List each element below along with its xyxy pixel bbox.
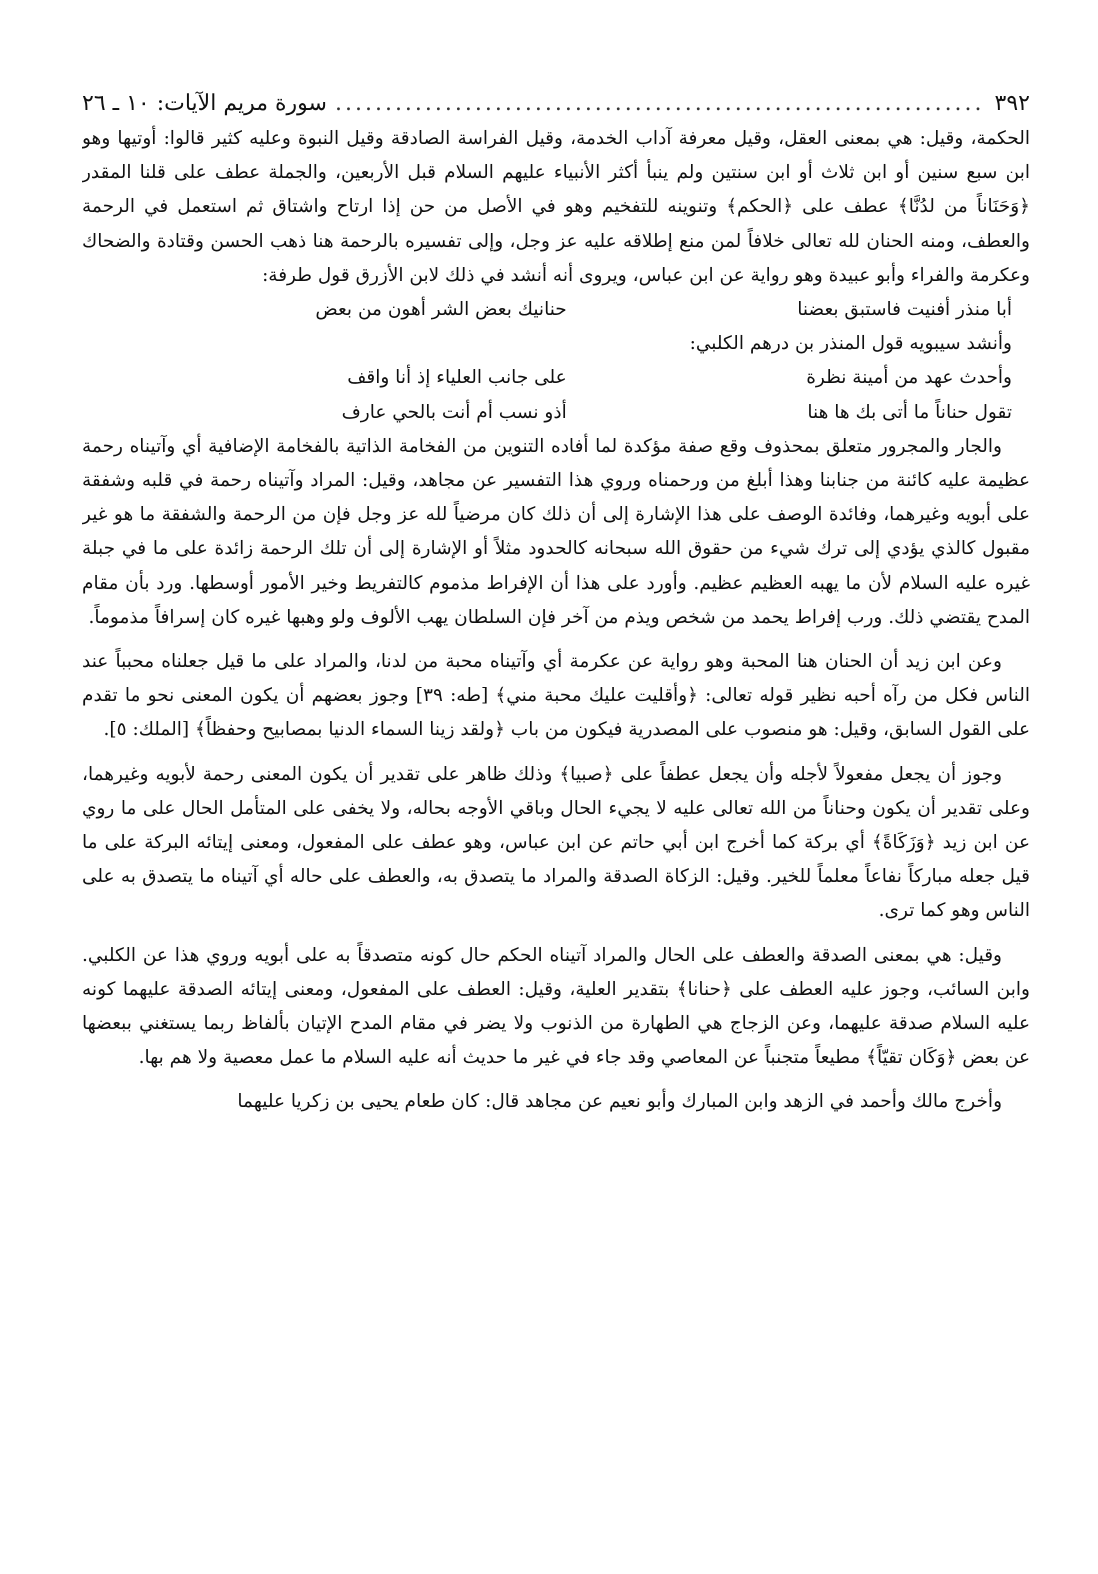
running-title: سورة مريم الآيات: ١٠ ـ ٢٦ xyxy=(82,91,327,116)
paragraph-6: وأخرج مالك وأحمد في الزهد وابن المبارك وأبو نعيم عن مجاهد قال: كان طعام يحيى بن زكريا عليهما xyxy=(237,1091,1002,1113)
verse-3-second-hemistich: أذو نسب أم أنت بالحي عارف xyxy=(341,401,567,423)
verse-2-second-hemistich: على جانب العلياء إذ أنا واقف xyxy=(347,367,567,389)
verse-1-first-hemistich: أبا منذر أفنيت فاستبق بعضنا xyxy=(797,299,1012,321)
paragraph-5: وقيل: هي بمعنى الصدقة والعطف على الحال والمراد آتيناه الحكم حال كونه متصدقاً به على أبويه وروي هذا عن الكلبي. وابن السائب، وجوز عليه العطف على ﴿حنانا﴾ بتقدير العلية، وقيل: العطف على المفعول، ومعنى إيتائه الصدقة عليهما كونه عليه السلام صدقة عليهما، وعن الزجاج هي الطهارة من الذنوب ولا يضر في مقام المدح الإتيان بألفاظ ربما يستغني ببعضها عن بعض ﴿وَكَان تقيّاً﴾ مطيعاً متجنباً عن المعاصي وقد جاء في غير ما حديث أنه عليه السلام ما عمل معصية ولا هم بها. xyxy=(82,944,1030,1069)
paragraph-1: الحكمة، وقيل: هي بمعنى العقل، وقيل معرفة آداب الخدمة، وقيل الفراسة الصادقة وقيل النبوة وعليه كثير قالوا: أوتيها وهو ابن سبع سنين أو ابن ثلاث أو ابن سنتين ولم ينبأ أكثر الأنبياء عليهم السلام قبل الأربعين، والجملة عطف على قلنا المقدر ﴿وَحَنَاناً من لدُنَّا﴾ عطف على ﴿الحكم﴾ وتنوينه للتفخيم وهو في الأصل من حن إذا ارتاح واشتاق ثم استعمل في الرحمة والعطف، ومنه الحنان لله تعالى خلافاً لمن منع إطلاقه عليه عز وجل، وإلى تفسيره بالرحمة هنا ذهب الحسن وقتادة والضحاك وعكرمة والفراء وأبو عبيدة وهو رواية عن ابن عباس، ويروى أنه أنشد في ذلك لابن الأزرق قول طرفة: xyxy=(82,128,1030,286)
verse-1-second-hemistich: حنانيك بعض الشر أهون من بعض xyxy=(315,299,567,321)
poetry-verse-3 xyxy=(82,396,1030,430)
poetry-intro-line: وأنشد سيبويه قول المنذر بن درهم الكلبي: xyxy=(689,333,1012,355)
page-number: ٣٩٢ xyxy=(994,91,1030,116)
paragraph-2: والجار والمجرور متعلق بمحذوف وقع صفة مؤكدة لما أفاده التنوين من الفخامة الذاتية بالفخامة الإضافية أي وآتيناه رحمة عظيمة عليه كائنة من جنابنا وهذا أبلغ من ورحمناه وروي هذا التفسير عن مجاهد، وقيل: المراد وآتيناه رحمة في قلبه وشفقة على أبويه وغيرهما، وفائدة الوصف على هذا الإشارة إلى أن ذلك كان مرضياً لله عز وجل فإن من الرحمة والشفقة ما هو غير مقبول كالذي يؤدي إلى ترك شيء من حقوق الله سبحانه كالحدود مثلاً أو الإشارة إلى أن تلك الرحمة زائدة على ما في جبلة غيره عليه السلام لأن ما يهبه العظيم عظيم. وأورد على هذا أن الإفراط مذموم كالتفريط وخير الأمور أوسطها. ورد بأن مقام المدح يقتضي ذلك. ورب إفراط يحمد من شخص ويذم من آخر فإن السلطان يهب الألوف ولو وهبها غيره كان إسرافاً مذموماً. xyxy=(82,435,1030,628)
verse-3-first-hemistich: تقول حناناً ما أتى بك ها هنا xyxy=(807,401,1012,423)
book-page xyxy=(82,86,1030,1556)
header-dot-leader xyxy=(337,86,985,122)
page-header xyxy=(82,86,1030,122)
poetry-verse-1 xyxy=(82,293,1030,327)
paragraph-4: وجوز أن يجعل مفعولاً لأجله وأن يجعل عطفاً على ﴿صبيا﴾ وذلك ظاهر على تقدير أن يكون المعنى رحمة لأبويه وغيرهما، وعلى تقدير أن يكون وحناناً من الله تعالى عليه لا يجيء الحال وباقي الأوجه بحاله، ولا يخفى على المتأمل الحال على ما روي عن ابن زيد ﴿وَزَكَاةً﴾ أي بركة كما أخرج ابن أبي حاتم عن ابن عباس، وهو عطف على المفعول، ومعنى إيتائه البركة على ما قيل جعله مباركاً نفاعاً معلماً للخير. وقيل: الزكاة الصدقة والمراد ما يتصدق به، والعطف على حاله أي آتيناه ما يتصدق به على الناس وهو كما ترى. xyxy=(82,763,1030,922)
poetry-verse-2 xyxy=(82,361,1030,395)
paragraph-3: وعن ابن زيد أن الحنان هنا المحبة وهو رواية عن عكرمة أي وآتيناه محبة من لدنا، والمراد على ما قيل جعلناه محبباً عند الناس فكل من رآه أحبه نظير قوله تعالى: ﴿وأقليت عليك محبة مني﴾ [طه: ٣٩] وجوز بعضهم أن يكون المعنى نحو ما تقدم على القول السابق، وقيل: هو منصوب على المصدرية فيكون من باب ﴿ولقد زينا السماء الدنيا بمصابيح وحفظاً﴾ [الملك: ٥]. xyxy=(82,651,1030,741)
verse-2-first-hemistich: وأحدث عهد من أمينة نظرة xyxy=(806,367,1012,389)
